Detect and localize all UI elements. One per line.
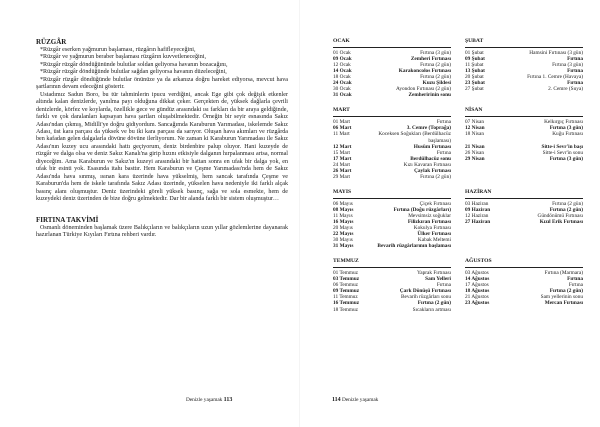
entry-description: Fırtına	[567, 80, 583, 87]
calendar-row	[333, 38, 583, 98]
entry-description: Çiçek Fırtınası	[419, 200, 451, 207]
entry-description: Fırtına (2 gün)	[420, 74, 451, 81]
month-name: ŞUBAT	[465, 38, 484, 44]
left-text-column	[36, 38, 288, 239]
entry-date: 29 Mart	[333, 173, 350, 180]
entry-description: Fırtına (2 gün)	[552, 200, 583, 207]
month-divider	[333, 47, 451, 48]
left-footer	[186, 397, 232, 404]
entry-description: Fırtına (3 gün)	[549, 125, 583, 132]
entry-date: 17 Mart	[333, 155, 352, 162]
entry-description: Filizkıran Fırtınası	[407, 218, 451, 225]
calendar-row	[333, 258, 583, 312]
entry-description: Fırtına 1. Cemre (Havaya)	[527, 74, 583, 81]
month-name: AĞUSTOS	[465, 258, 492, 265]
entry-description: Kokulya Fırtınası	[413, 225, 451, 232]
entry-date: 11 Temmuz	[333, 294, 358, 301]
calendar-entry	[333, 131, 451, 143]
entry-date: 20 Mayıs	[333, 225, 353, 232]
entry-date: 11 Şubat	[465, 62, 484, 69]
entry-description: Kuzu Şildesi	[422, 80, 451, 87]
entry-description: Kızı Kavaran Fırtınası	[403, 161, 451, 168]
entry-date: 17 Ağustos	[465, 282, 489, 289]
entry-date: 12 Nisan	[465, 125, 485, 132]
entry-description: Fırtına (2 gün)	[420, 173, 451, 180]
entry-description: Kelkırgıç Fırtınası	[544, 119, 583, 126]
entry-date: 23 Şubat	[465, 80, 485, 87]
entry-date: 06 Temmuz	[333, 282, 358, 289]
calendar-row	[333, 189, 583, 249]
entry-description: Sam yellerinin sonu	[540, 294, 583, 301]
entry-date: 11 Mart	[333, 131, 350, 138]
month-name: TEMMUZ	[333, 258, 359, 265]
entry-description: Fırtına (Doğu rüzgârları)	[393, 206, 451, 213]
entry-description: Sıcakların artması	[412, 306, 451, 313]
month-block	[333, 107, 451, 179]
ruzgar-line: *Rüzgâr ve yağmurun beraber başlaması rüzgârın kuvvetleneceğini,	[40, 54, 206, 61]
entry-description: Fırtına	[436, 119, 451, 126]
entry-description: Bevarih rüzgârlarının başlaması	[377, 243, 451, 250]
entry-date: 15 Mart	[333, 149, 350, 156]
entry-description: Çaylak Fırtınası	[414, 167, 451, 174]
entry-date: 14 Ağustos	[465, 276, 490, 283]
calendar-entry	[465, 86, 583, 92]
ruzgar-line: *Rüzgâr rüzgâr döndüğünde bulutlar sağdan geliyorsa havanın düzeleceğini,	[40, 69, 227, 76]
entry-date: 13 Şubat	[465, 68, 485, 75]
entry-date: 26 Nisan	[465, 149, 484, 156]
entry-date: 18 Ocak	[333, 74, 351, 81]
entry-description: Gündönümü Fırtınası	[537, 212, 583, 219]
calendar-entry	[333, 307, 451, 313]
entry-description: Fırtına (Marmara)	[544, 270, 583, 277]
storm-calendar	[333, 38, 583, 313]
entry-date: 01 Şubat	[465, 50, 484, 56]
firtina-paragraph: Osmanlı döneminden başlamak üzere Balıkçıların ve balıkçıların uzun yıllar gözlemlerine dayanarak hazırlanan Türkiye Kıyıları Fırtına rehberi vardır.	[36, 224, 288, 238]
calendar-entry	[333, 174, 451, 180]
entry-date: 09 Ocak	[333, 56, 352, 63]
entry-description: Fırtına (2 gün)	[417, 300, 451, 307]
page-number: 113	[223, 397, 233, 403]
entry-date: 29 Nisan	[465, 155, 485, 162]
entry-date: 12 Haziran	[465, 212, 489, 219]
month-block	[465, 258, 583, 306]
month-divider	[333, 267, 451, 268]
entry-date: 21 Nisan	[465, 143, 485, 150]
entry-description: Fırtına (3 gün)	[552, 62, 583, 69]
entry-date: 12 Mart	[333, 143, 352, 150]
entry-date: 30 Ocak	[333, 86, 351, 93]
month-block	[465, 189, 583, 225]
entry-description: Fırtına	[436, 282, 451, 289]
entry-date: 16 Temmuz	[333, 300, 360, 307]
entry-date: 31 Mayıs	[333, 243, 354, 250]
entry-date: 20 Şubat	[465, 74, 484, 81]
entry-date: 24 Ocak	[333, 80, 352, 87]
entry-date: 09 Şubat	[465, 56, 485, 63]
month-name: MAYIS	[333, 188, 352, 195]
entry-description: Kabak Meltemi	[417, 237, 451, 244]
right-page	[300, 0, 600, 427]
entry-description: Çark Dönüşü Fırtınası	[399, 288, 451, 295]
entry-date: 06 Mart	[333, 125, 352, 132]
entry-description: Kızıl Erik Fırtınası	[539, 218, 583, 225]
entry-description: Yaprak Fırtınası	[416, 270, 451, 277]
entry-date: 31 Ocak	[333, 92, 352, 99]
entry-date: 03 Ağustos	[465, 270, 489, 277]
month-block	[333, 258, 451, 312]
entry-date: 07 Nisan	[465, 119, 484, 126]
entry-date: 21 Ağustos	[465, 294, 489, 301]
month-divider	[465, 47, 583, 48]
entry-description: Sam Yelleri	[425, 276, 451, 283]
entry-date: 23 Ağustos	[465, 300, 490, 307]
entry-date: 16 Mayıs	[333, 218, 354, 225]
entry-description: Kuğu Fırtınası	[552, 131, 583, 138]
calendar-entry	[465, 219, 583, 225]
entry-description: Fırtına (2 gün)	[549, 206, 583, 213]
month-block	[333, 189, 451, 249]
entry-date: 03 Temmuz	[333, 276, 360, 283]
month-block	[465, 107, 583, 161]
entry-date: 26 Mart	[333, 167, 352, 174]
month-divider	[333, 116, 451, 117]
entry-description: Sitte-i Sevr'in sonu	[542, 149, 583, 156]
calendar-entry	[465, 156, 583, 162]
firtina-takvimi-title: FIRTINA TAKVİMİ	[36, 215, 99, 224]
page-number: 114	[332, 397, 341, 403]
entry-description: Sitte-i Sevr'in başı	[541, 143, 583, 150]
entry-date: 01 Ocak	[333, 50, 351, 56]
footer-text: Denizle yaşamak	[186, 397, 223, 403]
entry-description: Husüm Fırtınası	[413, 143, 451, 150]
footer-text: Denizle yaşamak	[342, 397, 379, 403]
entry-date: 24 Mart	[333, 161, 350, 168]
entry-date: 09 Haziran	[465, 206, 491, 213]
entry-description: Berdülhacüz sonu	[410, 155, 451, 162]
entry-date: 27 Haziran	[465, 218, 491, 225]
entry-date: 18 Nisan	[465, 131, 484, 138]
month-divider	[333, 198, 451, 199]
entry-date: 11 Mayıs	[333, 212, 353, 219]
entry-description: Fırtına (2 gün)	[420, 62, 451, 69]
ruzgar-paragraph: Ustadımız Sadun Boro, bu tür tahminlerin ipucu verdiğini, ancak Ege gibi çok değişik etkenler altında kalan denizlerde, yanılma payı olduğuna dikkat çeker. Gerçekten de, yüksek dağlarla çevrili denizlerde, körfez ve koylarda, özellikle gece ve gündüz arasındaki ısı farkları da bir araya geldiğinde, farklı ve çok daralanları kapsayan hava şartları oluşabilmektedir. Örneğin bir seyir esnasında Sakız Adası'ndan çıkmış, Midilli'ye doğru gidiyordum. Sancağımda Karaburun Yarımadası, iskelemde Sakız Adası, üst kara parçası da yüksek ve bu iki kara parçası da sarıyor. Oluşan hava akımları ve rüzgârda ben kafadan gelen dalgalarla dövüne dövüne ilerliyorum. Ne zaman ki Karaburun Yarımadası ile Sakız Adası'nın kuzey ucu arasındaki hattı geçiyorum, deniz birdenbire palup oluyor. Hani kuzeyde de rüzgâr ve dalga olsa ve deniz Sakız Kanalı'na girip hızını etkisiyle dalganın hırpalanması artsa, normal diyeceğim. Ama Karaburun ve Sakız'ın kuzeyi arasındaki bir hattan sonra en ufak bir dalga yok, en ufak bir esinti yok. Esasında itahı basttır. Hem Karaburun ve Çeşme Yarımadası'nda hem de Sakız Adası'nda hava sınmış, ısınan kara üzerinde hava yükselmiş, hem sancak tarafında Çeşme ve Karaburun'da hem de iskele tarafında Sakız Adası üzerinde, yükselen hava nedeniyle iki farklı alçak basınç alanı oluşmuştur. Deniz üzerindeki göreli yüksek basınç, sağa ve sola esmekte, hem de kuzeydeki deniz üzerinden de bize doğru gelmektedir. Dar bir alanda farklı bir sistem oluşmuştur…	[36, 91, 288, 203]
ruzgar-title: RÜZGÂR	[36, 38, 67, 46]
entry-description: Fırtına (2 gün)	[549, 288, 583, 295]
entry-date: 27 Şubat	[465, 86, 484, 93]
entry-description: Fırtına	[567, 68, 583, 75]
entry-description: Fırtına	[567, 56, 583, 63]
month-block	[465, 38, 583, 98]
month-block	[333, 38, 451, 98]
entry-description: Zemheririnin sonu	[408, 92, 451, 99]
entry-description: Koceksen Soğukları (Berdülhacüz başlaması)	[378, 131, 451, 144]
month-divider	[465, 116, 583, 117]
right-footer	[332, 397, 378, 404]
calendar-entry	[465, 131, 583, 137]
calendar-entry	[465, 300, 583, 306]
ruzgar-line: *Rüzgâr rüzgâr döndüğününde bulutlar soldan geliyorsa havanın bozacağını,	[40, 61, 228, 68]
entry-description: Ülker Fırtınası	[417, 231, 451, 238]
entry-description: Zemheri Fırtınası	[410, 56, 451, 63]
entry-description: Mevsimsiz soğuklar	[408, 212, 451, 219]
ruzgar-line: *Rüzgâr rüzgâr döndüğünde bulutlar önünüze ya da arkanıza doğru hareket ediyorsa, mevcut hava şartlarının devam edeceğini gösterir.	[36, 76, 288, 91]
entry-description: Bevarih rüzgârları sonu	[400, 294, 451, 301]
month-name: MART	[333, 107, 350, 114]
entry-description: 3. Cemre (Toprağa)	[406, 125, 451, 132]
month-name: OCAK	[333, 38, 350, 44]
entry-date: 14 Ocak	[333, 68, 352, 75]
entry-description: Mercan Fırtınası	[544, 300, 583, 307]
entry-description: Fırtına	[567, 276, 583, 283]
entry-date: 18 Ağustos	[465, 288, 490, 295]
entry-description: Karakoncolos Fırtınası	[398, 68, 451, 75]
entry-description: Fırtına (3 gün)	[420, 50, 451, 56]
entry-description: Ayondon Fırtınası (2 gün)	[396, 86, 451, 93]
entry-date: 30 Mayıs	[333, 237, 353, 244]
entry-description: Fırtına	[436, 149, 451, 156]
month-name: HAZİRAN	[465, 188, 492, 195]
entry-description: Hamsini Fırtınası (3 gün)	[529, 50, 583, 56]
month-name: NİSAN	[465, 107, 483, 114]
calendar-entry	[333, 92, 451, 98]
entry-description: 2. Cemre (Suya)	[548, 86, 583, 93]
entry-date: 12 Ocak	[333, 62, 351, 69]
entry-date: 06 Mayıs	[333, 200, 353, 207]
entry-date: 03 Haziran	[465, 200, 489, 207]
entry-date: 01 Mart	[333, 119, 350, 126]
calendar-row	[333, 107, 583, 179]
entry-description: Fırtına (3 gün)	[549, 155, 583, 162]
entry-date: 18 Temmuz	[333, 306, 358, 313]
entry-date: 22 Mayıs	[333, 231, 354, 238]
entry-date: 09 Temmuz	[333, 288, 360, 295]
month-divider	[465, 198, 583, 199]
calendar-entry	[465, 92, 583, 98]
entry-description: Fırtına	[568, 282, 583, 289]
ruzgar-line: *Rüzgâr eserken yağmurun başlaması, rüzgârın hafifleyeceğini,	[40, 47, 196, 53]
calendar-entry	[333, 243, 451, 249]
entry-date: 08 Mayıs	[333, 206, 354, 213]
month-divider	[465, 267, 583, 268]
entry-date: 01 Temmuz	[333, 270, 358, 277]
